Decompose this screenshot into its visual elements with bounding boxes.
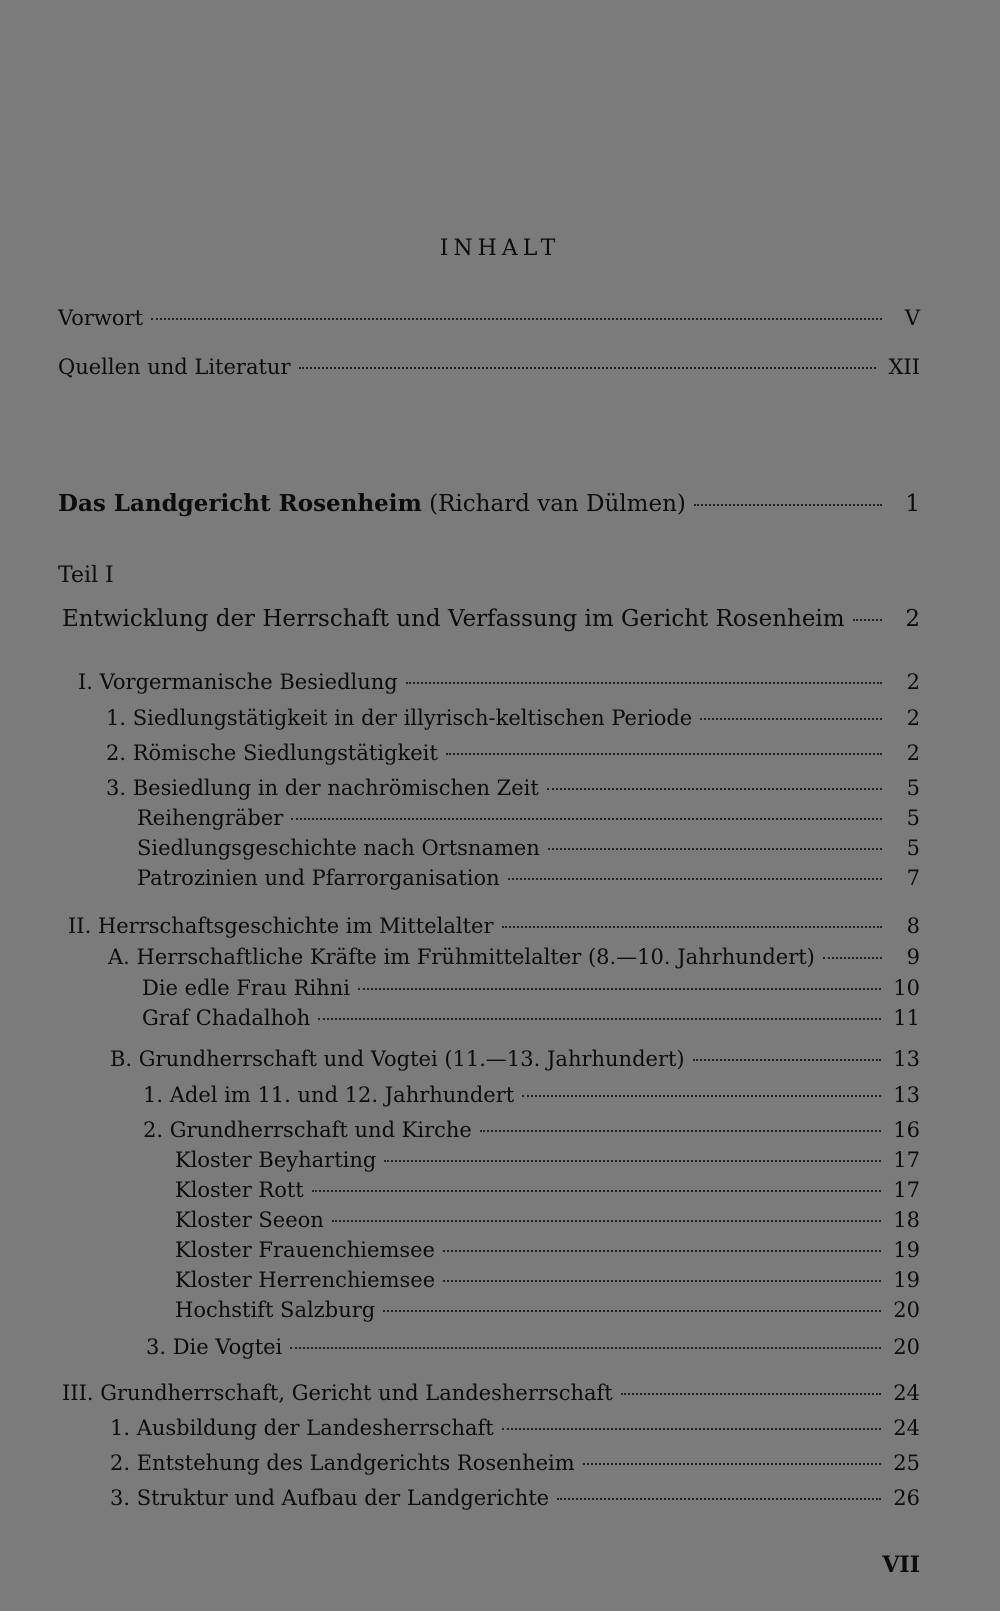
toc-entry <box>106 776 920 800</box>
dot-leader <box>443 1280 881 1282</box>
toc-entry <box>110 1047 920 1071</box>
toc-entry-label: Reihengräber <box>137 806 284 830</box>
toc-entry-label: II. Herrschaftsgeschichte im Mittelalter <box>68 914 494 938</box>
toc-entry-page: 2 <box>906 670 920 694</box>
toc-entry-label: 2. Grundherrschaft und Kirche <box>143 1118 472 1142</box>
toc-entry-page: 5 <box>906 836 920 860</box>
toc-entry <box>175 1178 920 1202</box>
toc-entry-page: 17 <box>893 1148 920 1172</box>
dot-leader <box>358 988 881 990</box>
toc-entry-label: Patrozinien und Pfarrorganisation <box>137 866 500 890</box>
dot-leader <box>290 1347 881 1349</box>
toc-heading: INHALT <box>439 236 561 261</box>
toc-entry-page: 19 <box>893 1238 920 1262</box>
dot-leader <box>332 1220 881 1222</box>
toc-entry-label: III. Grundherrschaft, Gericht und Landesherrschaft <box>62 1381 613 1405</box>
toc-entry-page: 1 <box>905 491 920 517</box>
toc-entry-page: 10 <box>893 976 920 1000</box>
toc-entry-page: 2 <box>905 606 920 632</box>
dot-leader <box>853 619 882 621</box>
toc-entry-label: Graf Chadalhoh <box>142 1006 311 1030</box>
toc-entry-label: 1. Siedlungstätigkeit in der illyrisch-keltischen Periode <box>106 706 693 730</box>
toc-entry-page: XII <box>888 355 920 379</box>
toc-entry-label: Die edle Frau Rihni <box>142 976 350 1000</box>
main-entry-title: Das Landgericht Rosenheim <box>58 490 422 517</box>
dot-leader <box>583 1463 882 1465</box>
dot-leader <box>299 367 877 369</box>
toc-entry-label: 3. Besiedlung in der nachrömischen Zeit <box>106 776 539 800</box>
toc-entry-page: V <box>904 306 920 330</box>
toc-entry-label: A. Herrschaftliche Kräfte im Frühmittelalter (8.—10. Jahrhundert) <box>108 945 815 969</box>
toc-entry <box>110 1486 920 1510</box>
toc-entry-page: 17 <box>893 1178 920 1202</box>
dot-leader <box>502 1428 882 1430</box>
dot-leader <box>318 1018 881 1020</box>
toc-entry <box>110 1451 920 1475</box>
toc-entry <box>110 1416 920 1440</box>
dot-leader <box>151 318 882 320</box>
dot-leader <box>384 1160 881 1162</box>
toc-entry-page: 20 <box>893 1335 920 1359</box>
page-folio: VII <box>882 1552 920 1578</box>
toc-entry-page: 18 <box>893 1208 920 1232</box>
toc-entry-label: Kloster Rott <box>175 1178 304 1202</box>
toc-entry-label: I. Vorgermanische Besiedlung <box>78 670 398 694</box>
toc-entry-page: 2 <box>906 741 920 765</box>
toc-entry-page: 7 <box>906 866 920 890</box>
dot-leader <box>502 926 883 928</box>
teil-label: Teil I <box>58 563 114 588</box>
toc-entry-page: 20 <box>893 1298 920 1322</box>
toc-entry <box>143 1083 920 1107</box>
toc-entry-label: Siedlungsgeschichte nach Ortsnamen <box>137 836 540 860</box>
dot-leader <box>446 753 882 755</box>
toc-entry-label: B. Grundherrschaft und Vogtei (11.—13. Jahrhundert) <box>110 1047 685 1071</box>
dot-leader <box>312 1190 882 1192</box>
toc-entry-label: 1. Ausbildung der Landesherrschaft <box>110 1416 494 1440</box>
toc-entry <box>175 1268 920 1292</box>
dot-leader <box>508 878 882 880</box>
dot-leader <box>557 1498 881 1500</box>
toc-entry-teil-title <box>62 606 920 632</box>
toc-entry-label: Kloster Beyharting <box>175 1148 377 1172</box>
toc-entry-quellen <box>58 355 920 379</box>
toc-entry <box>62 1381 920 1405</box>
toc-entry-page: 24 <box>893 1381 920 1405</box>
toc-entry <box>142 1006 920 1030</box>
toc-entry <box>137 836 920 860</box>
toc-entry <box>175 1298 920 1322</box>
toc-entry-page: 24 <box>893 1416 920 1440</box>
toc-entry-label: Kloster Seeon <box>175 1208 324 1232</box>
toc-entry <box>106 706 920 730</box>
dot-leader <box>291 818 882 820</box>
toc-entry-page: 2 <box>906 706 920 730</box>
toc-entry-page: 9 <box>906 945 920 969</box>
toc-entry <box>78 670 920 694</box>
toc-entry <box>143 1118 920 1142</box>
toc-entry-label: 2. Entstehung des Landgerichts Rosenheim <box>110 1451 575 1475</box>
dot-leader <box>694 504 882 506</box>
toc-entry-page: 26 <box>893 1486 920 1510</box>
toc-entry-label: Kloster Herrenchiemsee <box>175 1268 436 1292</box>
toc-entry-page: 11 <box>893 1006 920 1030</box>
toc-entry-label: Entwicklung der Herrschaft und Verfassung im Gericht Rosenheim <box>62 606 845 632</box>
toc-entry <box>142 976 920 1000</box>
dot-leader <box>547 788 882 790</box>
toc-entry-label: Vorwort <box>58 306 144 330</box>
toc-entry-page: 19 <box>893 1268 920 1292</box>
toc-entry-page: 5 <box>906 776 920 800</box>
toc-entry <box>108 945 920 969</box>
toc-entry-label: 2. Römische Siedlungstätigkeit <box>106 741 438 765</box>
dot-leader <box>693 1059 882 1061</box>
dot-leader <box>480 1130 881 1132</box>
toc-entry <box>146 1335 920 1359</box>
toc-entry-vorwort <box>58 306 920 330</box>
dot-leader <box>700 718 882 720</box>
dot-leader <box>548 848 882 850</box>
toc-entry <box>106 741 920 765</box>
toc-entry-page: 8 <box>906 914 920 938</box>
dot-leader <box>383 1310 881 1312</box>
toc-entry <box>68 914 920 938</box>
toc-entry <box>175 1208 920 1232</box>
toc-entry-label: 3. Struktur und Aufbau der Landgerichte <box>110 1486 550 1510</box>
toc-entry-main <box>58 490 920 517</box>
dot-leader <box>406 682 882 684</box>
toc-entry-page: 16 <box>893 1118 920 1142</box>
toc-entry <box>175 1238 920 1262</box>
toc-entry-page: 25 <box>893 1451 920 1475</box>
toc-entry-label: Hochstift Salzburg <box>175 1298 376 1322</box>
dot-leader <box>443 1250 881 1252</box>
toc-entry-label: 3. Die Vogtei <box>146 1335 283 1359</box>
toc-entry <box>175 1148 920 1172</box>
toc-entry-label: 1. Adel im 11. und 12. Jahrhundert <box>143 1083 515 1107</box>
dot-leader <box>823 957 882 959</box>
toc-entry-label: Quellen und Literatur <box>58 355 291 379</box>
toc-entry <box>137 866 920 890</box>
dot-leader <box>522 1095 881 1097</box>
toc-entry-page: 13 <box>893 1047 920 1071</box>
toc-entry-label: Kloster Frauenchiemsee <box>175 1238 435 1262</box>
dot-leader <box>621 1393 882 1395</box>
toc-entry-page: 5 <box>906 806 920 830</box>
toc-entry-page: 13 <box>893 1083 920 1107</box>
main-entry-author: (Richard van Dülmen) <box>429 491 686 517</box>
toc-entry <box>137 806 920 830</box>
